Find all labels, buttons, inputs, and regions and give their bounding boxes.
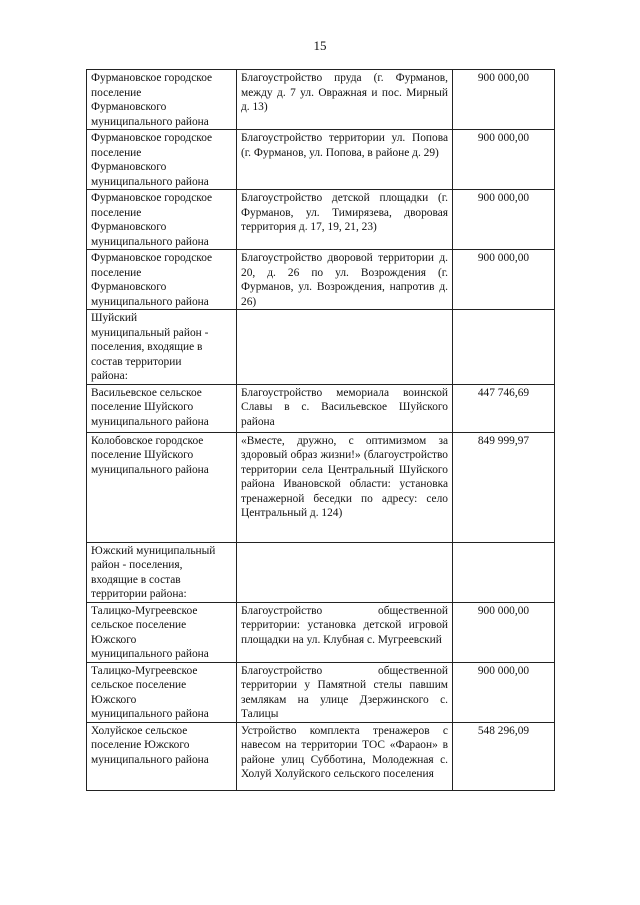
table-row	[87, 384, 555, 432]
table-body	[87, 70, 555, 791]
amount-cell	[453, 662, 555, 722]
table-row	[87, 310, 555, 385]
project-description-cell	[237, 310, 453, 385]
project-description-cell	[237, 70, 453, 130]
project-description-cell-text: «Вместе, дружно, с оптимизмом за здоровый образ жизни!» (благоустройство территории села Центральный Шуйского района Ивановской области: установка тренажерной беседки по адресу: село Центральный д. 124)	[241, 434, 448, 519]
table-row	[87, 542, 555, 602]
table-row	[87, 130, 555, 190]
settlement-cell	[87, 542, 237, 602]
amount-cell-text: 548 296,09	[477, 724, 530, 737]
amount-cell	[453, 310, 555, 385]
amount-cell	[453, 722, 555, 790]
amount-cell	[453, 602, 555, 662]
amount-cell	[453, 70, 555, 130]
settlement-cell-text: Холуйское сельское поселение Южского муниципального района	[91, 724, 209, 766]
project-description-cell-text: Благоустройство пруда (г. Фурманов, между д. 7 ул. Овражная и пос. Мирный д. 13)	[241, 72, 448, 113]
amount-cell	[453, 542, 555, 602]
table-row	[87, 432, 555, 542]
settlement-cell	[87, 602, 237, 662]
table-row	[87, 602, 555, 662]
settlement-cell-text: Южский муниципальный район - поселения, входящие в состав территории района:	[91, 544, 216, 600]
project-description-cell-text: Благоустройство общественной территории у Памятной стелы павшим землякам на улице Дзержинского с. Талицы	[241, 664, 448, 720]
project-description-cell	[237, 542, 453, 602]
settlement-cell-text: Фурмановское городское поселение Фурмановского муниципального района	[91, 132, 213, 188]
project-description-cell	[237, 432, 453, 542]
project-description-cell	[237, 130, 453, 190]
amount-cell-text: 900 000,00	[477, 132, 530, 144]
amount-cell-text: 849 999,97	[477, 434, 530, 447]
project-description-cell-text: Благоустройство общественной территории: установка детской игровой площадки на ул. Клубная с. Мугреевский	[241, 604, 448, 646]
amount-cell	[453, 250, 555, 310]
amount-cell-text: 900 000,00	[477, 72, 530, 84]
settlement-cell	[87, 722, 237, 790]
amount-cell	[453, 130, 555, 190]
settlement-cell	[87, 130, 237, 190]
settlement-cell	[87, 310, 237, 385]
settlement-cell	[87, 70, 237, 130]
amount-cell	[453, 432, 555, 542]
table-row	[87, 70, 555, 130]
amount-cell-text: 900 000,00	[477, 252, 530, 264]
project-description-cell-text: Устройство комплекта тренажеров с навесом на территории ТОС «Фараон» в районе улиц Субботина, Молодежная с. Холуй Холуйского сельского поселения	[241, 724, 448, 780]
settlement-cell-text: Фурмановское городское поселение Фурмановского муниципального района	[91, 72, 213, 128]
settlement-cell	[87, 662, 237, 722]
settlement-cell-text: Талицко-Мугреевское сельское поселение Южского муниципального района	[91, 604, 209, 660]
settlement-cell	[87, 384, 237, 432]
table-row	[87, 190, 555, 250]
project-description-cell	[237, 250, 453, 310]
amount-cell-text: 900 000,00	[477, 664, 530, 677]
settlement-cell-text: Колобовское городское поселение Шуйского муниципального района	[91, 434, 209, 476]
amount-cell	[453, 190, 555, 250]
settlement-cell	[87, 250, 237, 310]
settlement-cell-text: Фурмановское городское поселение Фурмановского муниципального района	[91, 192, 213, 248]
project-description-cell	[237, 384, 453, 432]
project-description-cell	[237, 662, 453, 722]
project-description-cell-text: Благоустройство дворовой территории д. 20, д. 26 по ул. Возрождения (г. Фурманов, ул. Возрождения, напротив д. 26)	[241, 252, 448, 308]
table-row	[87, 722, 555, 790]
amount-cell-text: 900 000,00	[477, 604, 530, 617]
project-description-cell	[237, 722, 453, 790]
settlement-cell-text: Талицко-Мугреевское сельское поселение Южского муниципального района	[91, 664, 209, 720]
project-description-cell-text: Благоустройство детской площадки (г. Фурманов, ул. Тимирязева, дворовая территория д. 17, 19, 21, 23)	[241, 192, 448, 233]
settlement-cell-text: Фурмановское городское поселение Фурмановского муниципального района	[91, 252, 213, 308]
project-description-cell	[237, 190, 453, 250]
settlement-cell	[87, 190, 237, 250]
settlement-cell	[87, 432, 237, 542]
amount-cell-text: 447 746,69	[477, 386, 530, 399]
table-row	[87, 250, 555, 310]
settlement-cell-text: Шуйский муниципальный район - поселения, входящие в состав территории района:	[91, 312, 209, 382]
project-description-cell-text: Благоустройство мемориала воинской Славы в с. Васильевское Шуйского района	[241, 386, 448, 428]
subsidy-table	[86, 69, 555, 791]
page-number: 15	[313, 38, 327, 53]
amount-cell-text: 900 000,00	[477, 192, 530, 204]
project-description-cell-text: Благоустройство территории ул. Попова (г. Фурманов, ул. Попова, в районе д. 29)	[241, 132, 448, 159]
settlement-cell-text: Васильевское сельское поселение Шуйского муниципального района	[91, 386, 209, 428]
table-row	[87, 662, 555, 722]
amount-cell	[453, 384, 555, 432]
project-description-cell	[237, 602, 453, 662]
